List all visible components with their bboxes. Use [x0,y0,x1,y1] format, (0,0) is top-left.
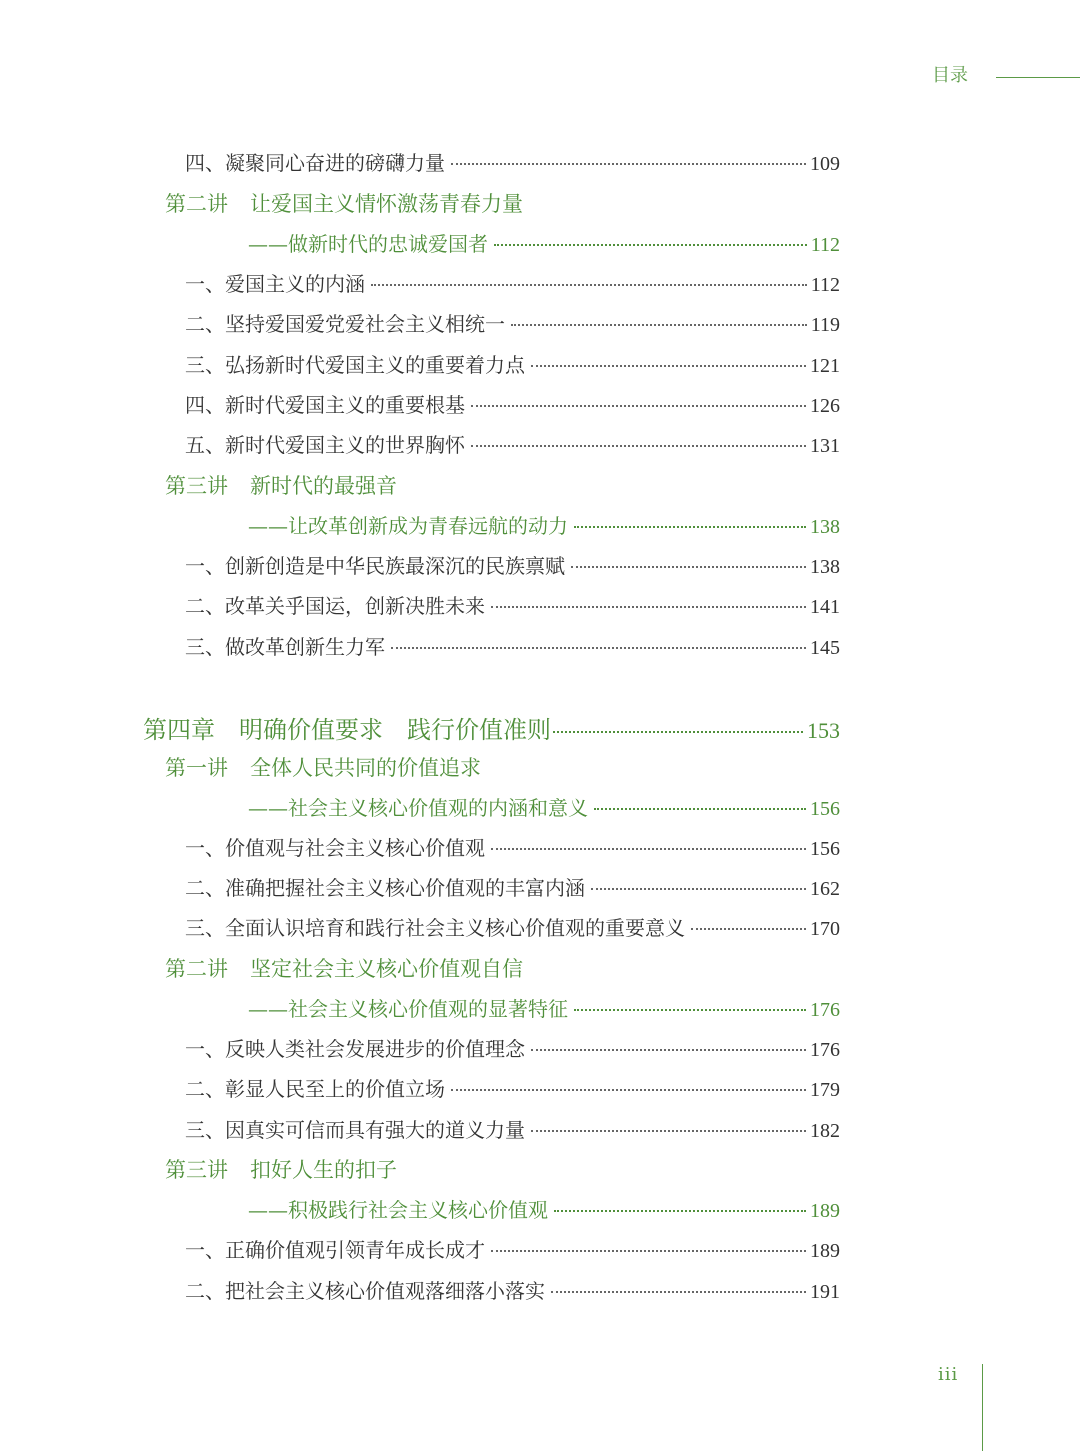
lecture-subtitle-entry[interactable] [248,792,840,824]
lecture-heading[interactable] [165,1154,397,1186]
toc-entry-page: 156 [810,798,840,820]
chapter-title: 第四章 明确价值要求 践行价值准则 [143,716,551,744]
toc-leader-dots [494,244,807,246]
lecture-heading[interactable] [165,752,481,784]
lecture-label: 第二讲 [165,192,228,216]
lecture-subtitle-entry[interactable] [248,228,840,260]
toc-entry[interactable] [185,590,840,622]
toc-entry[interactable] [185,389,840,421]
toc-entry[interactable] [185,349,840,381]
toc-leader-dots [371,284,807,286]
lecture-title: 扣好人生的扣子 [250,1158,397,1182]
toc-leader-dots [531,1049,806,1051]
toc-leader-dots [551,1291,806,1293]
toc-entry-page: 189 [810,1200,840,1222]
toc-entry-title: 二、彰显人民至上的价值立场 [185,1077,445,1101]
toc-leader-dots [574,526,806,528]
toc-entry-title: 三、弘扬新时代爱国主义的重要着力点 [185,353,525,377]
toc-leader-dots [471,405,806,407]
lecture-subtitle-entry[interactable] [248,993,840,1025]
toc-entry-page: 191 [810,1281,840,1303]
toc-entry-title: 一、正确价值观引领青年成长成才 [185,1238,485,1262]
toc-entry-page: 162 [810,878,840,900]
lecture-subtitle: ——社会主义核心价值观的内涵和意义 [248,796,588,820]
toc-entry-page: 121 [810,355,840,377]
header-title: 目录 [932,65,968,86]
toc-entry-page: 119 [810,314,840,336]
lecture-heading[interactable] [165,470,397,502]
lecture-subtitle: ——积极践行社会主义核心价值观 [248,1198,548,1222]
toc-entry-page: 138 [810,516,840,538]
toc-entry-title: 二、坚持爱国爱党爱社会主义相统一 [185,312,505,336]
toc-entry[interactable] [185,268,840,300]
header-rule [996,77,1080,78]
toc-entry-title: 三、因真实可信而具有强大的道义力量 [185,1118,525,1142]
toc-entry-page: 126 [810,395,840,417]
toc-entry[interactable] [185,1114,840,1146]
toc-entry-page: 182 [810,1120,840,1142]
toc-entry[interactable] [185,308,840,340]
toc-entry-title: 一、反映人类社会发展进步的价值理念 [185,1037,525,1061]
toc-entry-page: 179 [810,1079,840,1101]
lecture-title: 让爱国主义情怀激荡青春力量 [250,192,523,216]
toc-entry-title: 五、新时代爱国主义的世界胸怀 [185,433,465,457]
lecture-heading[interactable] [165,188,523,220]
toc-entry-title: 三、做改革创新生力军 [185,635,385,659]
toc-entry-page: 176 [810,999,840,1021]
toc-leader-dots [491,848,806,850]
lecture-title: 全体人民共同的价值追求 [250,756,481,780]
lecture-label: 第一讲 [165,756,228,780]
toc-entry-title: 二、准确把握社会主义核心价值观的丰富内涵 [185,876,585,900]
toc-entry-title: 一、价值观与社会主义核心价值观 [185,836,485,860]
toc-entry-page: 141 [810,596,840,618]
toc-entry-title: 二、把社会主义核心价值观落细落小落实 [185,1279,545,1303]
toc-entry-page: 138 [810,556,840,578]
toc-entry[interactable] [185,631,840,663]
toc-leader-dots [491,606,806,608]
lecture-title: 坚定社会主义核心价值观自信 [250,957,523,981]
toc-leader-dots [591,888,806,890]
toc-entry-page: 189 [810,1240,840,1262]
chapter-heading[interactable] [143,712,840,748]
lecture-label: 第三讲 [165,1158,228,1182]
toc-entry-title: 二、改革关乎国运，创新决胜未来 [185,594,485,618]
toc-entry[interactable] [185,1033,840,1065]
toc-leader-dots [594,808,806,810]
lecture-subtitle-entry[interactable] [248,1194,840,1226]
toc-entry-title: 三、全面认识培育和践行社会主义核心价值观的重要意义 [185,916,685,940]
toc-entry-page: 112 [810,234,840,256]
toc-leader-dots [391,647,806,649]
toc-leader-dots [471,445,806,447]
footer-rule [982,1364,983,1451]
chapter-page: 153 [807,718,840,743]
toc-leader-dots [531,365,806,367]
toc-entry[interactable] [185,429,840,461]
toc-entry[interactable] [185,1073,840,1105]
toc-leader-dots [553,731,803,733]
toc-leader-dots [574,1009,806,1011]
toc-leader-dots [571,566,806,568]
toc-entry-page: 145 [810,637,840,659]
toc-entry[interactable] [185,872,840,904]
toc-leader-dots [691,928,806,930]
lecture-subtitle: ——让改革创新成为青春远航的动力 [248,514,568,538]
toc-entry-page: 170 [810,918,840,940]
page-number: iii [938,1364,959,1385]
toc-entry[interactable] [185,550,840,582]
toc-leader-dots [531,1130,806,1132]
toc-leader-dots [451,163,806,165]
toc-entry-title: 四、新时代爱国主义的重要根基 [185,393,465,417]
toc-entry[interactable] [185,147,840,179]
toc-entry-page: 131 [810,435,840,457]
toc-entry-title: 四、凝聚同心奋进的磅礴力量 [185,151,445,175]
lecture-label: 第三讲 [165,474,228,498]
toc-leader-dots [554,1210,806,1212]
toc-leader-dots [491,1250,806,1252]
lecture-subtitle: ——做新时代的忠诚爱国者 [248,232,488,256]
toc-entry[interactable] [185,832,840,864]
toc-leader-dots [451,1089,806,1091]
toc-entry-title: 一、创新创造是中华民族最深沉的民族禀赋 [185,554,565,578]
toc-entry-page: 109 [810,153,840,175]
toc-entry-page: 156 [810,838,840,860]
toc-entry-page: 112 [810,274,840,296]
lecture-subtitle: ——社会主义核心价值观的显著特征 [248,997,568,1021]
toc-entry[interactable] [185,1275,840,1307]
toc-entry[interactable] [185,1234,840,1266]
lecture-subtitle-entry[interactable] [248,510,840,542]
toc-entry-page: 176 [810,1039,840,1061]
toc-leader-dots [511,324,807,326]
toc-entry-title: 一、爱国主义的内涵 [185,272,365,296]
toc-entry[interactable] [185,912,840,944]
lecture-title: 新时代的最强音 [250,474,397,498]
lecture-label: 第二讲 [165,957,228,981]
lecture-heading[interactable] [165,953,523,985]
